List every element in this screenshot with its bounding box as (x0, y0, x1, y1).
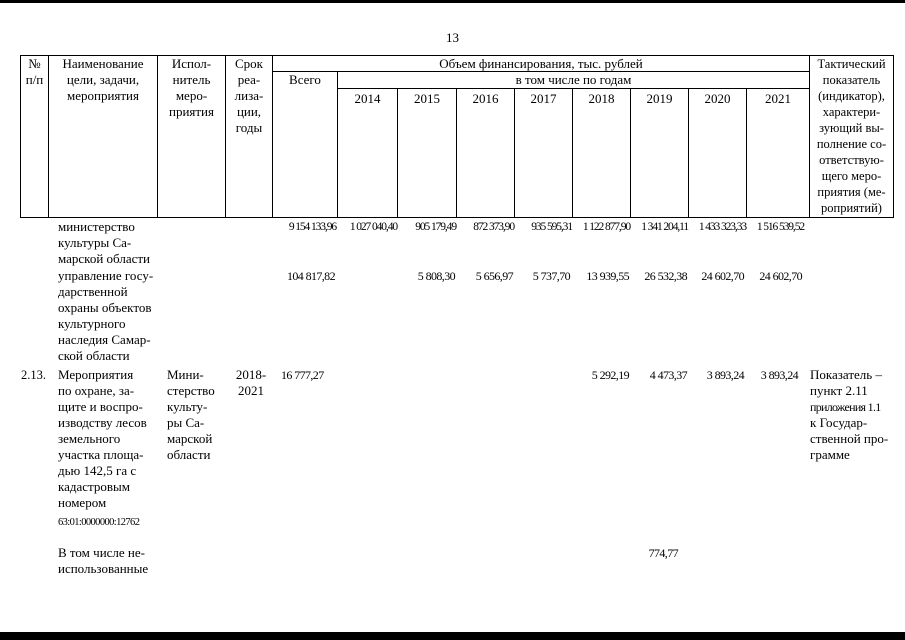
row-name: Мероприятия по охране, за- щите и воспро- изводству лесов земельного участка площа- дью 142,5 га с кадастровым номером (58, 367, 147, 510)
row-executor: Мини- стерство культу- ры Са- марской области (167, 367, 215, 462)
row-value-2017: 935 595,31 (531, 221, 572, 233)
row-value-2016: 872 373,90 (473, 221, 514, 233)
header-year-2020: 2020 (704, 91, 731, 106)
row-total: 9 154 133,96 (288, 221, 336, 233)
header-total: Всего (289, 72, 321, 87)
header-executor: Испол- нитель меро- приятия (168, 56, 214, 119)
top-rule (0, 0, 905, 3)
row-value-2020: 24 602,70 (701, 269, 744, 283)
header-num: № п/п (25, 56, 44, 87)
row-value-2015: 905 179,49 (415, 221, 456, 233)
header-year-2016: 2016 (472, 91, 499, 106)
row-indicator: Показатель – пункт 2.11 (810, 367, 882, 398)
row-value-2021: 3 893,24 (760, 368, 798, 382)
row-value-2018: 5 292,19 (591, 368, 629, 382)
header-year-2021: 2021 (765, 91, 791, 106)
row-value-2018: 13 939,55 (586, 269, 629, 283)
row-total: 16 777,27 (281, 368, 324, 382)
row-name: управление госу- дарственной охраны объектов культурного наследия Самар- ской области (58, 268, 154, 363)
row-value-2019: 26 532,38 (644, 269, 687, 283)
row-value-2019: 774,77 (648, 546, 678, 560)
header-funding: Объем финансирования, тыс. рублей (439, 56, 643, 71)
row-value-2018: 1 122 877,90 (582, 221, 630, 233)
row-value-2020: 1 433 323,33 (698, 221, 746, 233)
row-value-2016: 5 656,97 (475, 269, 513, 283)
header-year-2017: 2017 (530, 91, 557, 106)
row-term: 2018- 2021 (235, 367, 267, 398)
header-year-2015: 2015 (414, 91, 440, 106)
row-name: В том числе не- использованные (58, 545, 149, 576)
row-value-2014: 1 027 040,40 (349, 221, 397, 233)
header-year-2019: 2019 (646, 91, 673, 106)
header-year-2014: 2014 (354, 91, 381, 106)
row-value-2021: 24 602,70 (759, 269, 802, 283)
row-indicator-appendix: приложения 1.1 (810, 400, 881, 414)
row-value-2019: 1 341 204,11 (641, 221, 688, 233)
page-number: 13 (446, 30, 459, 45)
header-year-2018: 2018 (588, 91, 615, 106)
row-value-2019: 4 473,37 (649, 368, 687, 382)
row-cadastral: 63:01:0000000:12762 (58, 517, 140, 528)
row-num: 2.13. (21, 368, 46, 382)
header-name: Наименование цели, задачи, мероприятия (62, 56, 144, 103)
row-name: министерство культуры Са- марской области (58, 219, 150, 266)
header-by-years: в том числе по годам (515, 72, 632, 87)
row-value-2020: 3 893,24 (706, 368, 744, 382)
header-term: Срок реа- лиза- ции, годы (234, 56, 264, 135)
row-indicator-program: к Государ- ственной про- грамме (810, 415, 889, 462)
row-value-2021: 1 516 539,52 (756, 221, 804, 233)
row-value-2017: 5 737,70 (532, 269, 570, 283)
row-total: 104 817,82 (286, 269, 335, 283)
row-value-2015: 5 808,30 (417, 269, 455, 283)
bottom-rule (0, 632, 905, 640)
header-indicator: Тактический показатель (индикатор), характери- зующий вы- полнение со- ответствую- щего меро- приятия (ме- роприятий) (816, 57, 887, 215)
